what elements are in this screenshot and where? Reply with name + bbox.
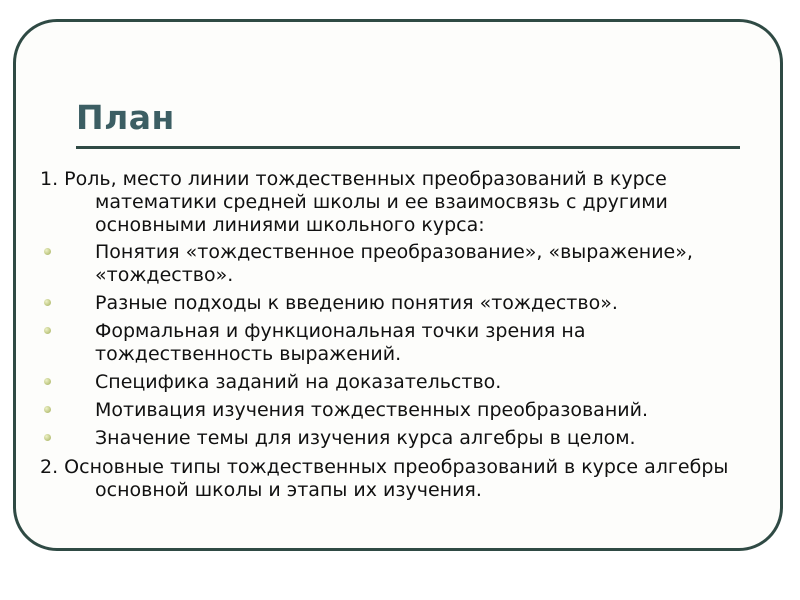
bullet-item-4 [40, 371, 760, 394]
slide-title: План [76, 98, 175, 137]
bullet-item-text: Специфика заданий на доказательство. [95, 371, 502, 393]
numbered-item-2: 2. Основные типы тождественных преобразований в курсе алгебры основной школы и этапы их изучения. [40, 456, 729, 501]
bullet-dot-icon [44, 327, 51, 334]
bullet-item-5 [40, 399, 760, 422]
bullet-item-1 [40, 241, 760, 287]
bullet-item-6 [40, 427, 760, 450]
bullet-dot-icon [44, 299, 51, 306]
bullet-dot-icon [44, 378, 51, 385]
bullet-item-text: Значение темы для изучения курса алгебры в целом. [95, 427, 636, 449]
bullet-item-text: Понятия «тождественное преобразование», «выражение», «тождество». [95, 241, 693, 286]
bullet-item-text: Мотивация изучения тождественных преобразований. [95, 399, 648, 421]
bullet-item-text: Разные подходы к введению понятия «тождество». [95, 292, 618, 314]
bullet-dot-icon [44, 406, 51, 413]
bullet-item-text: Формальная и функциональная точки зрения на тождественность выражений. [95, 320, 586, 365]
title-divider [76, 146, 740, 149]
slide-content [40, 168, 760, 502]
bullet-item-3 [40, 320, 760, 366]
bullet-item-2 [40, 292, 760, 315]
numbered-item-1: 1. Роль, место линии тождественных преобразований в курсе математики средней школы и ее взаимосвязь с другими основными линиями школьного курса: [40, 168, 668, 236]
bullet-dot-icon [44, 434, 51, 441]
bullet-dot-icon [44, 248, 51, 255]
